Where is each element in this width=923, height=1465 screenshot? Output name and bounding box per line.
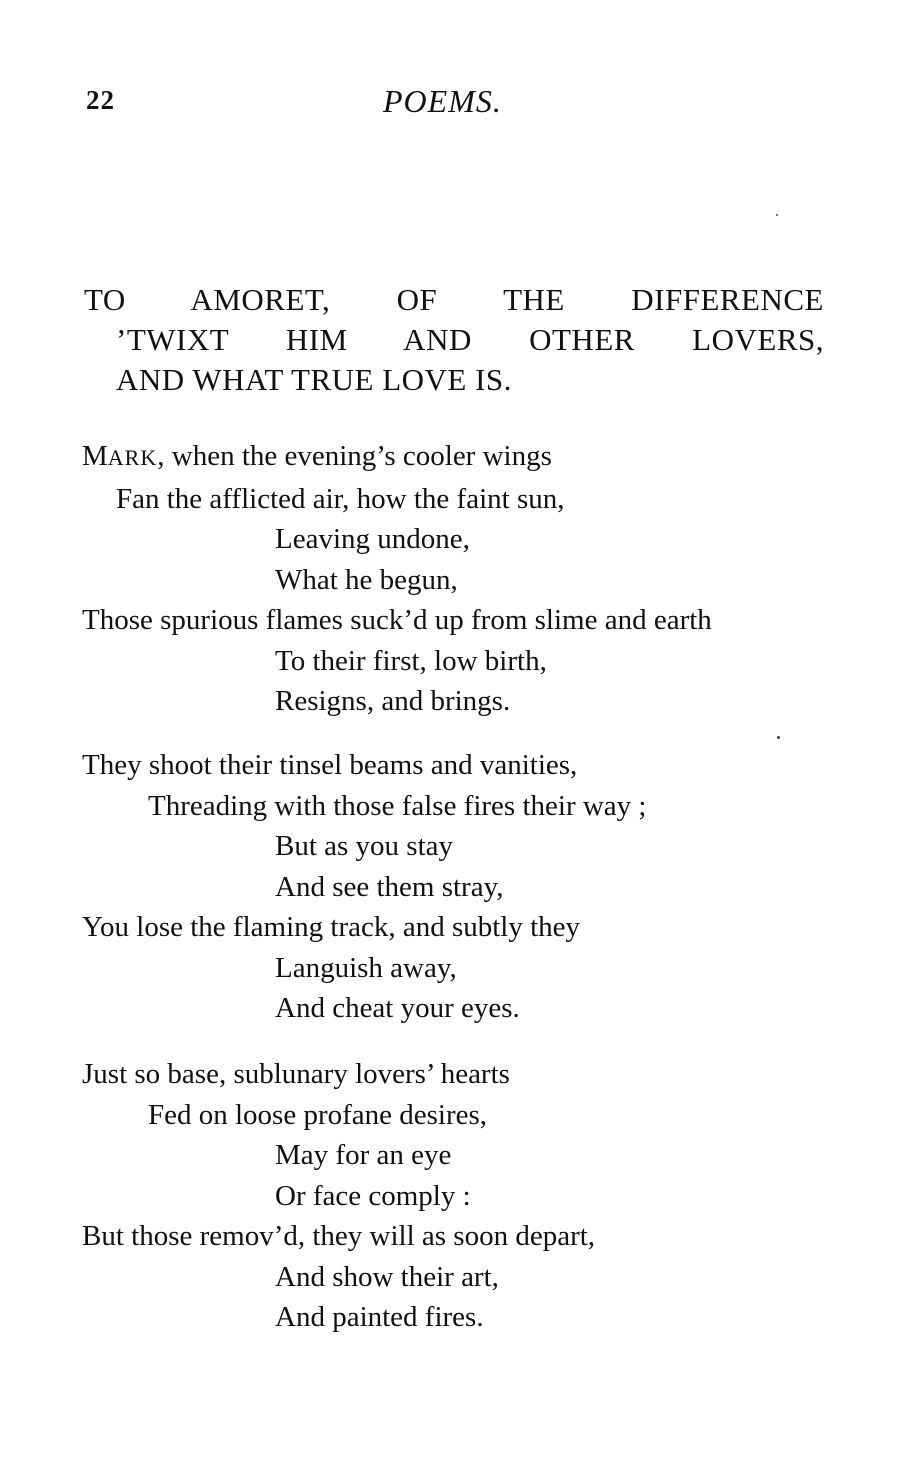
verse-line: But those remov’d, they will as soon depart,: [82, 1220, 596, 1252]
stanza-1: [82, 436, 842, 722]
verse-line: But as you stay: [275, 830, 454, 862]
verse-line: Or face comply :: [275, 1179, 471, 1212]
verse-line: Languish away,: [275, 951, 457, 984]
verse-line: Fed on loose profane desires,: [148, 1098, 488, 1131]
page-number: 22: [86, 85, 115, 115]
verse-line: Resigns, and brings.: [275, 685, 511, 717]
verse-line: [82, 436, 842, 479]
stanza-2: [82, 745, 842, 1029]
verse-line: Those spurious flames suck’d up from slime and earth: [82, 604, 712, 636]
verse-line: You lose the flaming track, and subtly they: [82, 911, 581, 943]
verse-line: And painted fires.: [275, 1301, 484, 1333]
verse-line: Leaving undone,: [275, 523, 470, 555]
stanza-3: [82, 1054, 842, 1338]
running-head: POEMS.: [383, 83, 502, 119]
title-line: ’TWIXT HIM AND OTHER LOVERS,: [116, 322, 824, 357]
drop-initial: M: [82, 440, 108, 472]
verse-line: They shoot their tinsel beams and vanities,: [82, 749, 578, 781]
verse-line: What he begun,: [275, 563, 458, 596]
verse-line-text: , when the evening’s cooler wings: [157, 440, 552, 472]
verse-line: And see them stray,: [275, 870, 504, 903]
title-line: TO AMORET, OF THE DIFFERENCE: [84, 282, 824, 317]
print-speck: [776, 214, 778, 216]
smallcaps-word: ARK: [107, 445, 158, 470]
verse-line: Fan the afflicted air, how the faint sun,: [116, 482, 565, 515]
poem-title: [84, 280, 824, 400]
verse-line: May for an eye: [275, 1139, 452, 1171]
verse-line: To their first, low birth,: [275, 644, 547, 677]
verse-line: Just so base, sublunary lovers’ hearts: [82, 1058, 510, 1090]
verse-line: Threading with those false fires their way ;: [148, 789, 647, 822]
title-line: AND WHAT TRUE LOVE IS.: [116, 362, 512, 397]
print-speck: [777, 736, 780, 739]
verse-line: And show their art,: [275, 1260, 499, 1293]
verse-line: And cheat your eyes.: [275, 992, 520, 1024]
